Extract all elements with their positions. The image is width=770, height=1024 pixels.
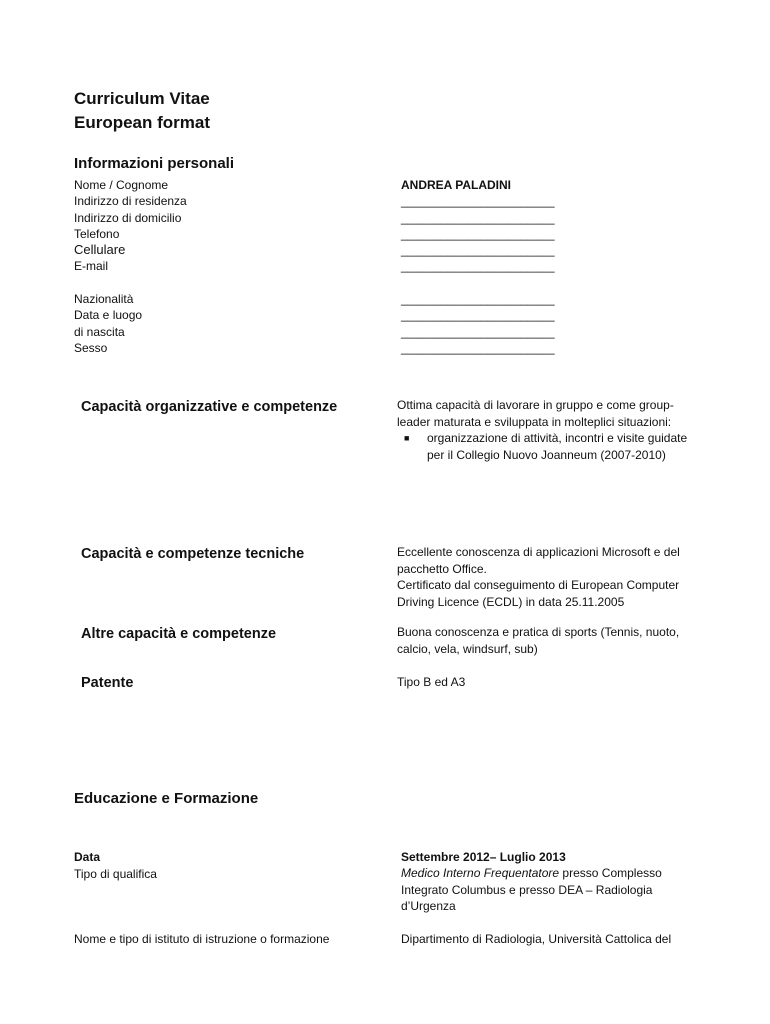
- label-residence: Indirizzo di residenza: [74, 194, 187, 209]
- label-phone: Telefono: [74, 226, 120, 241]
- education-qualification-value: [401, 865, 701, 915]
- organizational-skills-title: Capacità organizzative e competenze: [81, 399, 338, 415]
- value-residence: _______________________: [401, 194, 555, 209]
- list-item: [397, 430, 697, 463]
- education-heading: Educazione e Formazione: [74, 790, 259, 807]
- education-institute-label: Nome e tipo di istituto di istruzione o formazione: [74, 932, 330, 946]
- label-name: Nome / Cognome: [74, 178, 169, 192]
- qualification-role: Medico Interno Frequentatore: [401, 866, 560, 880]
- license-text: Tipo B ed A3: [397, 675, 466, 689]
- education-qualification-label: Tipo di qualifica: [74, 867, 157, 881]
- value-birth-cont: _______________________: [401, 324, 555, 339]
- label-sex: Sesso: [74, 340, 108, 355]
- label-birth-date-place: Data e luogo: [74, 308, 143, 323]
- technical-skills-title: Capacità e competenze tecniche: [81, 546, 305, 562]
- bullet-square-icon: ■: [404, 433, 410, 444]
- value-nationality: _______________________: [401, 292, 555, 307]
- license-title: Patente: [81, 675, 134, 691]
- technical-skills-text: [397, 544, 697, 610]
- cv-subtitle: European format: [74, 113, 211, 132]
- other-skills-text: Buona conoscenza e pratica di sports (Tennis, nuoto, calcio, vela, windsurf, sub): [397, 625, 680, 656]
- education-institute-value: Dipartimento di Radiologia, Università Cattolica del: [401, 932, 672, 946]
- value-birth-date-place: _______________________: [401, 308, 555, 323]
- label-birth-cont: di nascita: [74, 324, 125, 339]
- label-mobile: Cellulare: [74, 242, 126, 258]
- label-domicile: Indirizzo di domicilio: [74, 210, 182, 225]
- qualification-place: presso Complesso Integrato Columbus e presso DEA – Radiologia d’Urgenza: [401, 866, 662, 914]
- label-email: E-mail: [74, 259, 109, 274]
- organizational-skills-bullet: organizzazione di attività, incontri e visite guidate per il Collegio Nuovo Joanneum (2007-2010): [427, 431, 688, 462]
- value-phone: _______________________: [401, 226, 555, 241]
- value-mobile: _______________________: [401, 243, 555, 258]
- label-spacer: [74, 275, 187, 291]
- organizational-skills-text: [397, 397, 697, 463]
- personal-values: [401, 177, 555, 356]
- organizational-skills-list: [397, 430, 697, 463]
- personal-info-heading: Informazioni personali: [74, 155, 235, 172]
- technical-skills-text-2: Certificato dal conseguimento di European Computer Driving Licence (ECDL) in data 25.11.2005: [397, 578, 680, 609]
- other-skills-title: Altre capacità e competenze: [81, 626, 277, 642]
- value-domicile: _______________________: [401, 210, 555, 225]
- personal-labels: [74, 177, 187, 356]
- value-email: _______________________: [401, 259, 555, 274]
- technical-skills-text-1: Eccellente conoscenza di applicazioni Microsoft e del pacchetto Office.: [397, 545, 680, 576]
- education-date-value: Settembre 2012– Luglio 2013: [401, 850, 566, 864]
- organizational-skills-intro: Ottima capacità di lavorare in gruppo e come group-leader maturata e sviluppata in molteplici situazioni:: [397, 398, 674, 429]
- label-nationality: Nazionalità: [74, 292, 134, 307]
- value-sex: _______________________: [401, 340, 555, 355]
- value-name: ANDREA PALADINI: [401, 178, 511, 192]
- cv-title: Curriculum Vitae: [74, 89, 210, 108]
- value-spacer: [401, 275, 555, 291]
- education-date-label: Data: [74, 850, 101, 864]
